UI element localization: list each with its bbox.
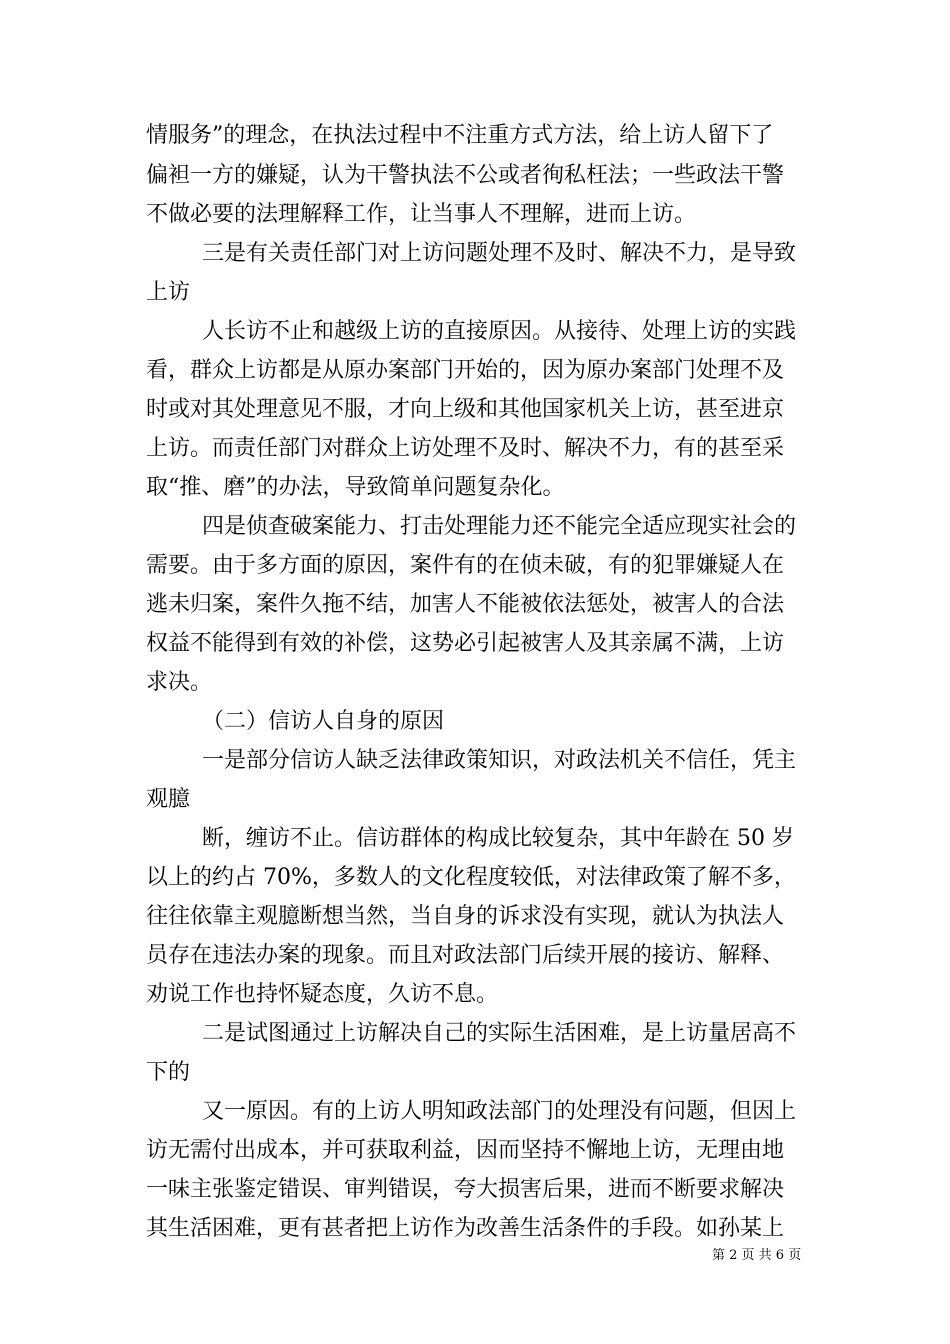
text-line: 以上的约占 70%，多数人的文化程度较低，对法律政策了解不多，: [146, 865, 796, 890]
text-line: 需要。由于多方面的原因，案件有的在侦未破，有的犯罪嫌疑人在: [146, 553, 785, 578]
text-line: 四是侦查破案能力、打击处理能力还不能完全适应现实社会的: [202, 514, 797, 539]
text-line: 下的: [146, 1060, 191, 1085]
text-line: 三是有关责任部门对上访问题处理不及时、解决不力，是导致: [202, 241, 797, 266]
text-line: 其生活困难，更有甚者把上访作为改善生活条件的手段。如孙某上: [146, 1216, 785, 1241]
text-line: 二是试图通过上访解决自己的实际生活困难，是上访量居高不: [202, 1021, 797, 1046]
text-line: 人长访不止和越级上访的直接原因。从接待、处理上访的实践: [202, 319, 797, 344]
text-line: 偏袒一方的嫌疑，认为干警执法不公或者徇私枉法；一些政法干警: [146, 163, 785, 188]
text-line: 往往依靠主观臆断想当然，当自身的诉求没有实现，就认为执法人: [146, 904, 785, 929]
text-line: 一是部分信访人缺乏法律政策知识，对政法机关不信任，凭主: [202, 748, 797, 773]
text-line: 情服务”的理念，在执法过程中不注重方式方法，给上访人留下了: [146, 123, 774, 148]
text-line: 观臆: [146, 787, 191, 812]
text-line: 员存在违法办案的现象。而且对政法部门后续开展的接访、解释、: [146, 943, 785, 968]
text-line: 断，缠访不止。信访群体的构成比较复杂，其中年龄在 50 岁: [202, 826, 794, 851]
text-line: 逃未归案，案件久拖不结，加害人不能被依法惩处，被害人的合法: [146, 592, 785, 617]
text-line: 访无需付出成本，并可获取利益，因而坚持不懈地上访，无理由地: [146, 1138, 785, 1163]
text-line: 看，群众上访都是从原办案部门开始的，因为原办案部门处理不及: [146, 358, 785, 383]
text-line: 一味主张鉴定错误、审判错误，夸大损害后果，进而不断要求解决: [146, 1177, 785, 1202]
text-line: 又一原因。有的上访人明知政法部门的处理没有问题，但因上: [202, 1099, 797, 1124]
text-line: 权益不能得到有效的补偿，这势必引起被害人及其亲属不满，上访: [146, 631, 785, 656]
section-heading: （二）信访人自身的原因: [202, 709, 445, 734]
text-line: 上访。而责任部门对群众上访处理不及时、解决不力，有的甚至采: [146, 436, 785, 461]
page-number: 第 2 页 共 6 页: [712, 1248, 802, 1263]
text-line: 不做必要的法理解释工作，让当事人不理解，进而上访。: [146, 202, 697, 227]
text-line: 时或对其处理意见不服，才向上级和其他国家机关上访，甚至进京: [146, 397, 785, 422]
text-line: 求决。: [146, 670, 213, 695]
text-line: 取“推、磨”的办法，导致简单问题复杂化。: [146, 475, 565, 500]
text-line: 劝说工作也持怀疑态度，久访不息。: [146, 982, 499, 1007]
text-line: 上访: [146, 280, 191, 305]
